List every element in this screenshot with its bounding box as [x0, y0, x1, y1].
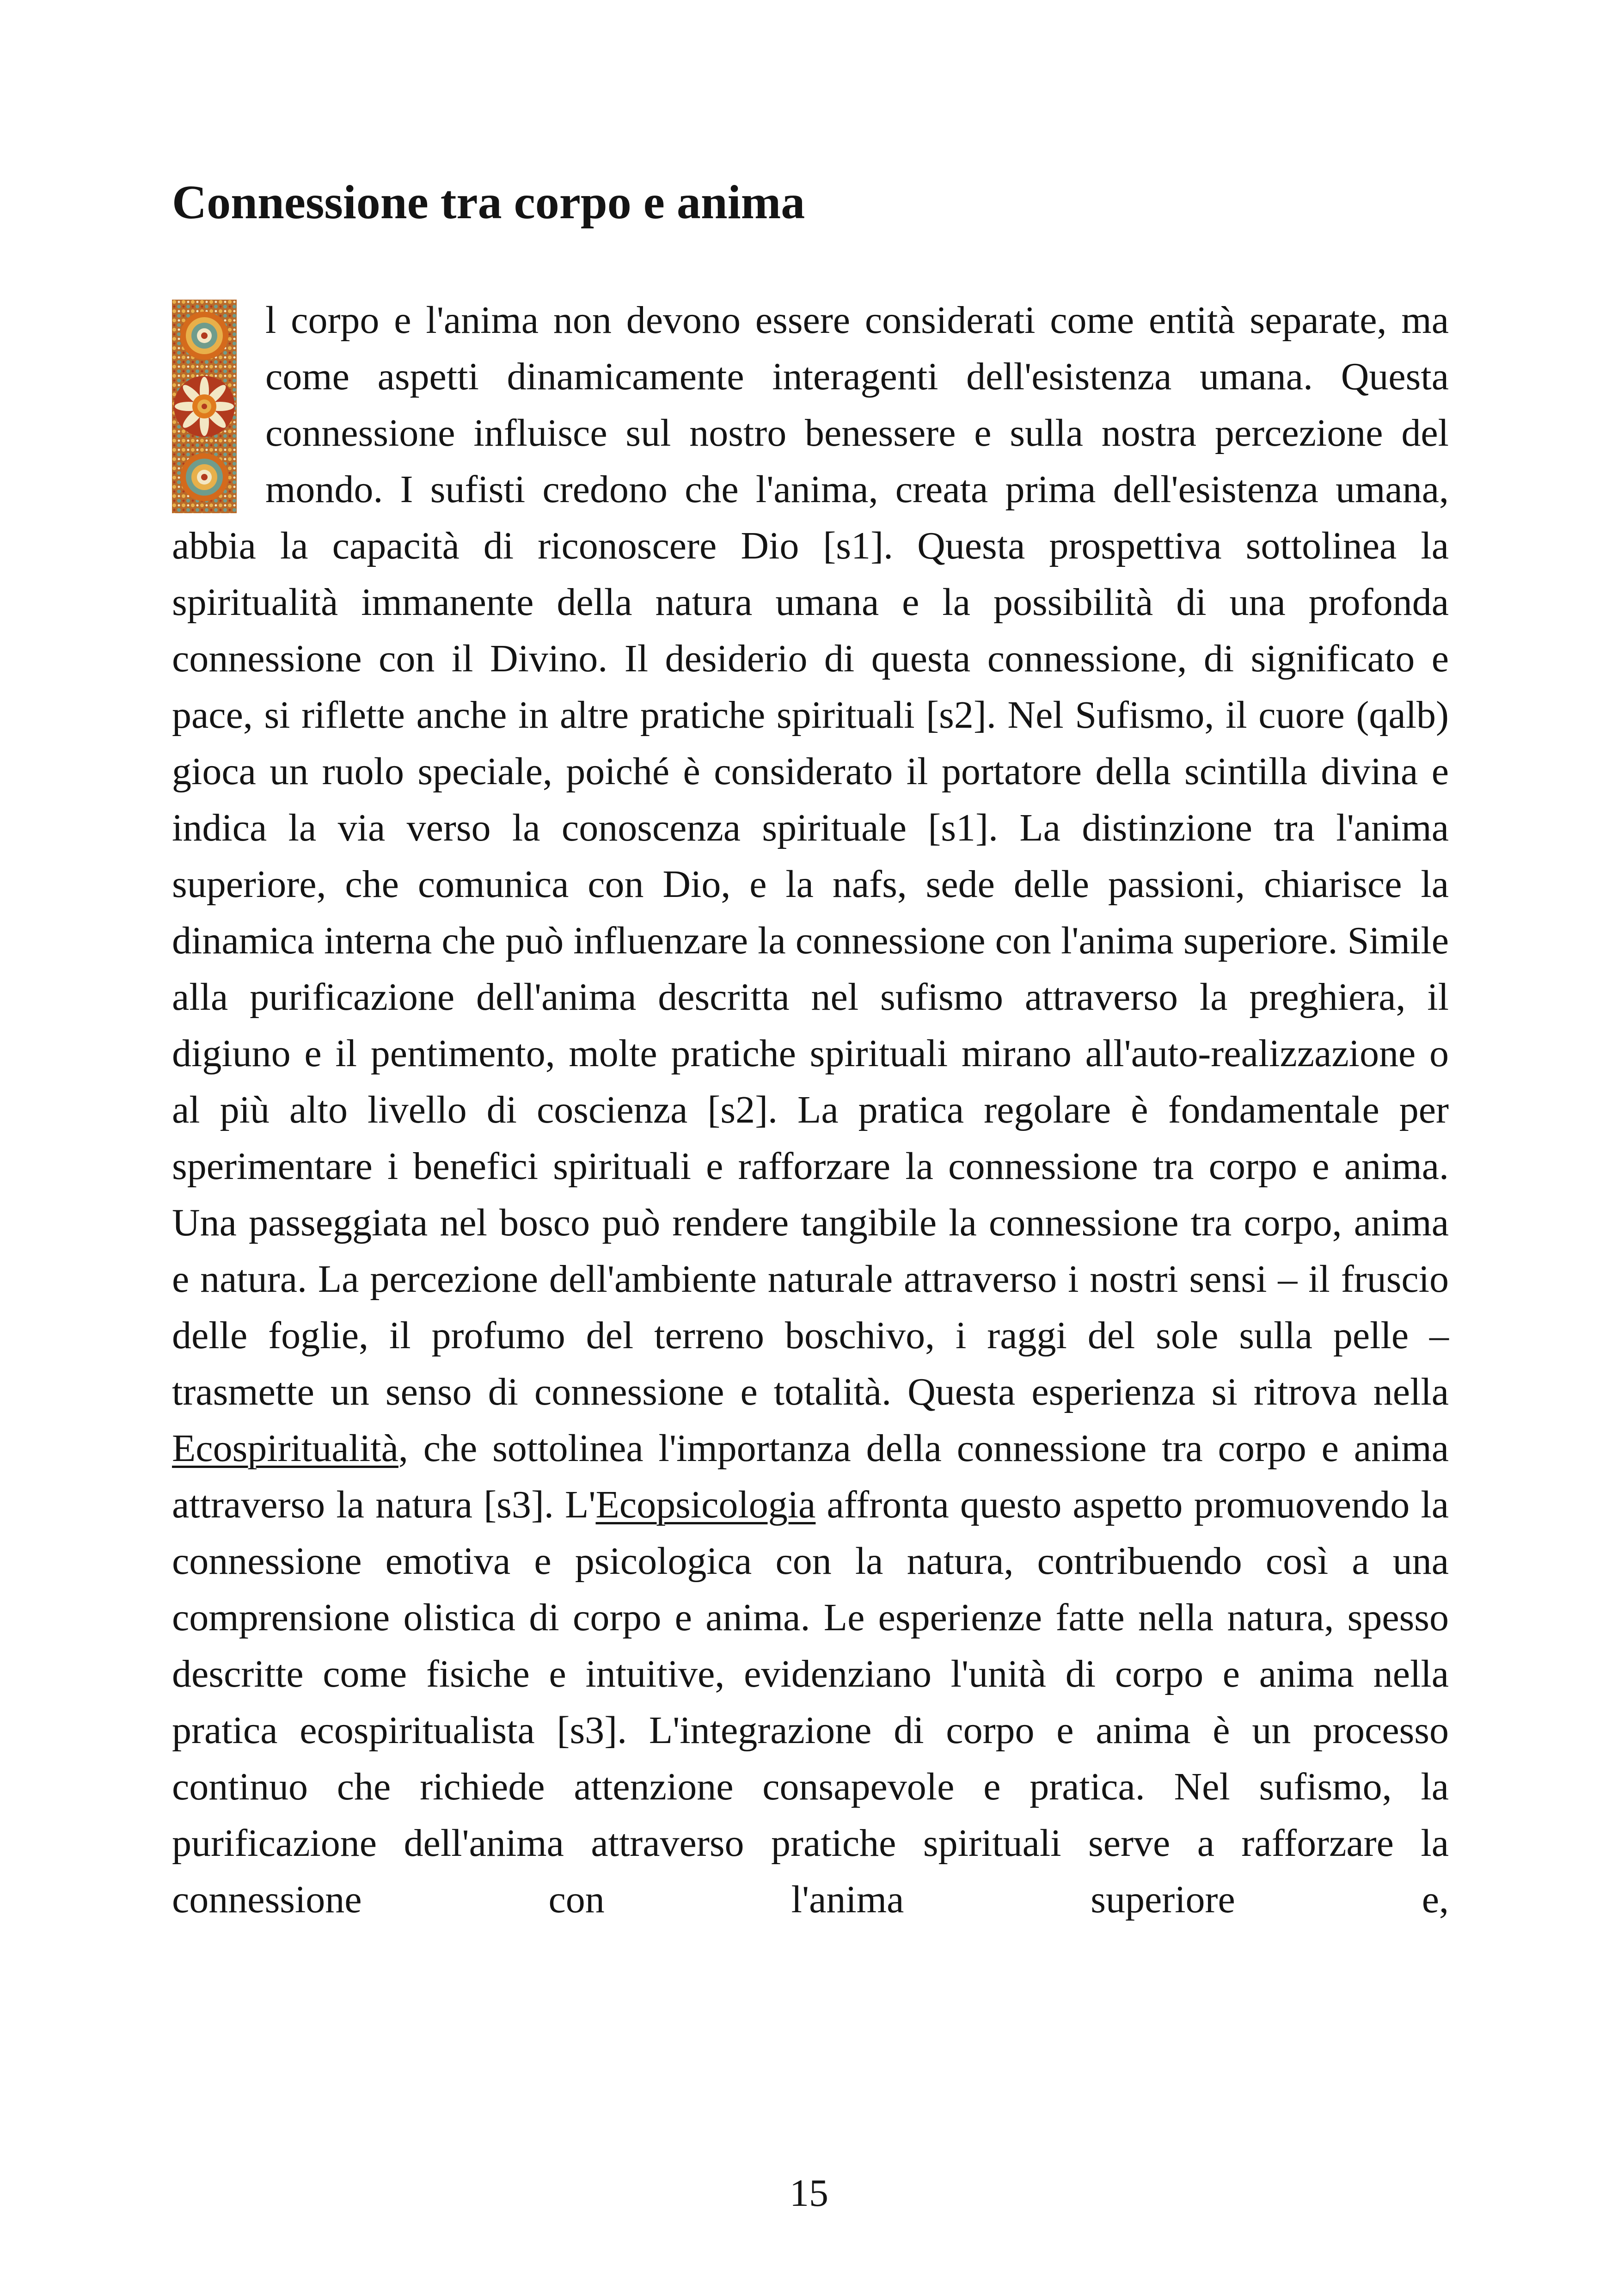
- body-text-part-2: , che sottolinea l'importanza della connessione tra corpo e anima attraverso la natura [s3]. L': [172, 1427, 1449, 1526]
- chapter-heading: Connessione tra corpo e anima: [172, 176, 805, 229]
- link-ecopsicologia[interactable]: Ecopsicologia: [595, 1483, 816, 1526]
- link-ecospiritualita[interactable]: Ecospiritualità: [172, 1427, 398, 1470]
- body-text-part-3: affronta questo aspetto promuovendo la connessione emotiva e psicologica con la natura, contribuendo così a una comprensione olistica di corpo e anima. Le esperienze fatte nella natura, spesso descritte come fisiche e intuitive, evidenziano l'unità di corpo e anima nella pratica ecospiritualista [s3]. L'integrazione di corpo e anima è un processo continuo che richiede attenzione consapevole e pratica. Nel sufismo, la purificazione dell'anima attraverso pratiche spirituali serve a rafforzare la connessione con l'anima superiore e,: [172, 1483, 1449, 1921]
- body-text-part-1: l corpo e l'anima non devono essere considerati come entità separate, ma come aspetti dinamicamente interagenti dell'esistenza umana. Questa connessione influisce sul nostro benessere e sulla nostra percezione del mondo. I sufisti credono che l'anima, creata prima dell'esistenza umana, abbia la capacità di riconoscere Dio [s1]. Questa prospettiva sottolinea la spiritualità immanente della natura umana e la possibilità di una profonda connessione con il Divino. Il desiderio di questa connessione, di significato e pace, si riflette anche in altre pratiche spirituali [s2]. Nel Sufismo, il cuore (qalb) gioca un ruolo speciale, poiché è considerato il portatore della scintilla divina e indica la via verso la conoscenza spirituale [s1]. La distinzione tra l'anima superiore, che comunica con Dio, e la nafs, sede delle passioni, chiarisce la dinamica interna che può influenzare la connessione con l'anima superiore. Simile alla purificazione dell'anima descritta nel sufismo attraverso la preghiera, il digiuno e il pentimento, molte pratiche spirituali mirano all'auto-realizzazione o al più alto livello di coscienza [s2]. La pratica regolare è fondamentale per sperimentare i benefici spirituali e rafforzare la connessione tra corpo e anima. Una passeggiata nel bosco può rendere tangibile la connessione tra corpo, anima e natura. La percezione dell'ambiente naturale attraverso i nostri sensi – il fruscio delle foglie, il profumo del terreno boschivo, i raggi del sole sulla pelle – trasmette un senso di connessione e totalità. Questa esperienza si ritrova nella: [172, 299, 1449, 1413]
- body-paragraph: [172, 292, 1449, 1928]
- page-number: 15: [790, 2172, 828, 2215]
- ornamental-initial-icon: [172, 300, 237, 513]
